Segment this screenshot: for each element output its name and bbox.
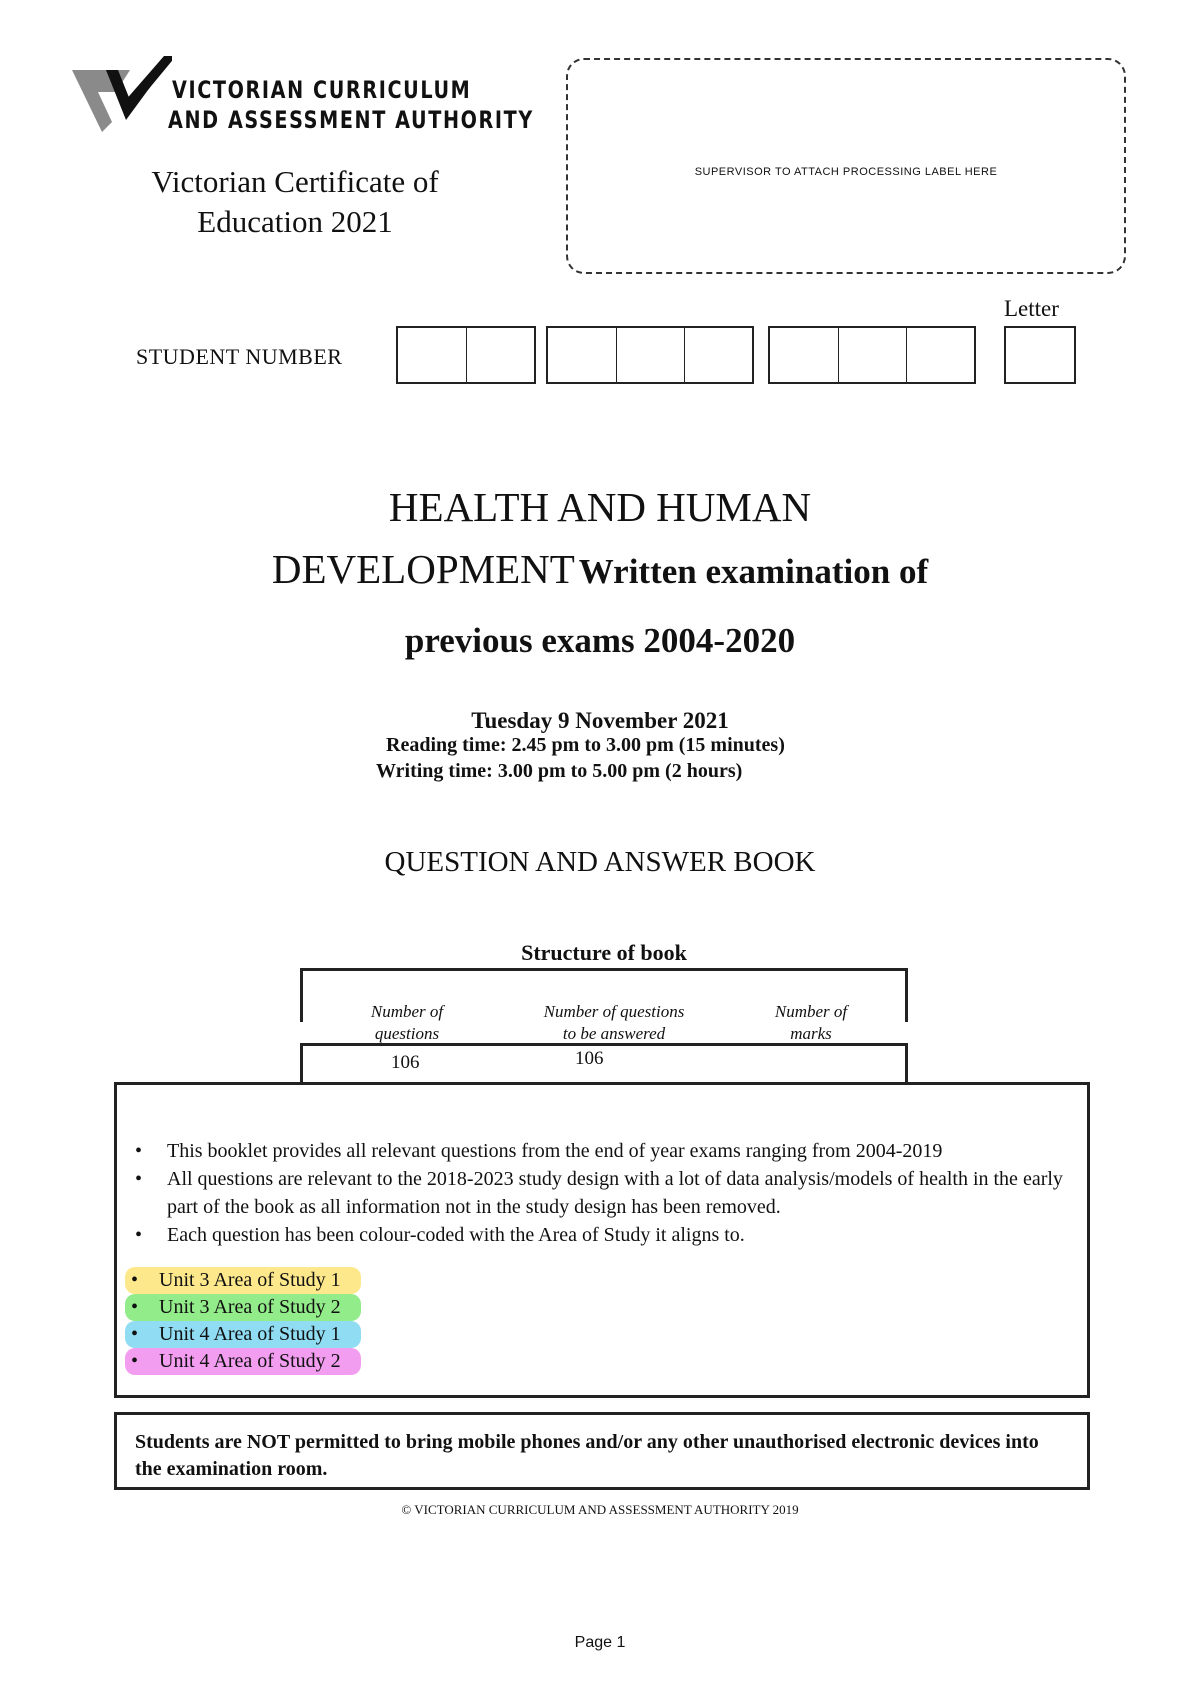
- book-title: QUESTION AND ANSWER BOOK: [384, 846, 816, 878]
- page-number: Page 1: [574, 1634, 626, 1651]
- student-number-group-2: [546, 326, 754, 384]
- certificate-title: [120, 162, 470, 242]
- certificate-title-line2: Education 2021: [197, 204, 393, 239]
- copyright: © VICTORIAN CURRICULUM AND ASSESSMENT AUTHORITY 2019: [401, 1502, 799, 1517]
- legend-unit4-aos1: • Unit 4 Area of Study 1: [125, 1321, 361, 1348]
- processing-label-text: SUPERVISOR TO ATTACH PROCESSING LABEL HERE: [694, 166, 998, 178]
- exam-title-line1: HEALTH AND HUMAN: [388, 484, 812, 530]
- col-head-answered-line1: Number of questions: [543, 1002, 685, 1021]
- col-head-marks-line2: marks: [790, 1024, 832, 1043]
- info-bullet: • All questions are relevant to the 2018-2023 study design with a lot of data analysis/models of health in the early part of the book as all information not in the study design has been removed.: [135, 1165, 1075, 1221]
- legend-unit3-aos2: • Unit 3 Area of Study 2: [125, 1294, 361, 1321]
- student-number-group-3: [768, 326, 976, 384]
- reading-time: Reading time: 2.45 pm to 3.00 pm (15 minutes): [386, 734, 785, 756]
- structure-table-header: [300, 968, 908, 1043]
- student-number-group-1: [396, 326, 536, 384]
- student-number-digit-box[interactable]: [616, 328, 684, 382]
- col-head-questions-line1: Number of: [370, 1002, 444, 1021]
- exam-title: [100, 476, 1100, 672]
- area-of-study-legend: [125, 1267, 361, 1375]
- legend-unit4-aos2: • Unit 4 Area of Study 2: [125, 1348, 361, 1375]
- info-bullet: • This booklet provides all relevant questions from the end of year exams ranging from 2004-2019: [135, 1137, 1075, 1165]
- info-bullets: [135, 1137, 1075, 1249]
- col-head-answered: [519, 1001, 709, 1045]
- col-head-questions-line2: questions: [374, 1024, 440, 1043]
- warning-box: Students are NOT permitted to bring mobile phones and/or any other unauthorised electronic devices into the examination room.: [114, 1412, 1090, 1490]
- col-head-marks-line1: Number of: [774, 1002, 848, 1021]
- student-number-digit-box[interactable]: [906, 328, 974, 382]
- student-number-label: STUDENT NUMBER: [136, 344, 343, 369]
- student-letter-box[interactable]: [1006, 328, 1074, 382]
- student-number-digit-box[interactable]: [770, 328, 838, 382]
- logo-text-line2: AND ASSESSMENT AUTHORITY: [168, 106, 534, 134]
- structure-title: Structure of book: [521, 940, 687, 965]
- letter-label: Letter: [1004, 296, 1059, 321]
- legend-unit3-aos1: • Unit 3 Area of Study 1: [125, 1267, 361, 1294]
- exam-title-line2a: DEVELOPMENT: [271, 546, 575, 592]
- exam-title-line2b: Written examination of: [578, 552, 929, 591]
- value-answered: 106: [575, 1048, 604, 1069]
- info-bullet: • Each question has been colour-coded with the Area of Study it aligns to.: [135, 1221, 1075, 1249]
- certificate-title-line1: Victorian Certificate of: [151, 164, 439, 199]
- value-questions: 106: [391, 1052, 420, 1073]
- writing-time: Writing time: 3.00 pm to 5.00 pm (2 hours): [376, 760, 743, 782]
- student-number-digit-box[interactable]: [548, 328, 616, 382]
- student-number-digit-box[interactable]: [398, 328, 466, 382]
- col-head-answered-line2: to be answered: [562, 1024, 666, 1043]
- structure-table-row: [300, 1043, 908, 1083]
- processing-label-box: [566, 58, 1126, 274]
- col-head-questions: [337, 1001, 477, 1045]
- student-number-digit-box[interactable]: [466, 328, 534, 382]
- student-letter-group: [1004, 326, 1076, 384]
- student-number-digit-box[interactable]: [838, 328, 906, 382]
- logo-text-line1: VICTORIAN CURRICULUM: [172, 76, 472, 104]
- student-number-digit-box[interactable]: [684, 328, 752, 382]
- exam-title-line3: previous exams 2004-2020: [404, 621, 796, 660]
- col-head-marks: [751, 1001, 871, 1045]
- vcaa-logo: [72, 56, 534, 136]
- exam-date: Tuesday 9 November 2021: [471, 708, 729, 733]
- info-box: [114, 1082, 1090, 1398]
- vcaa-logo-icon: [72, 56, 172, 136]
